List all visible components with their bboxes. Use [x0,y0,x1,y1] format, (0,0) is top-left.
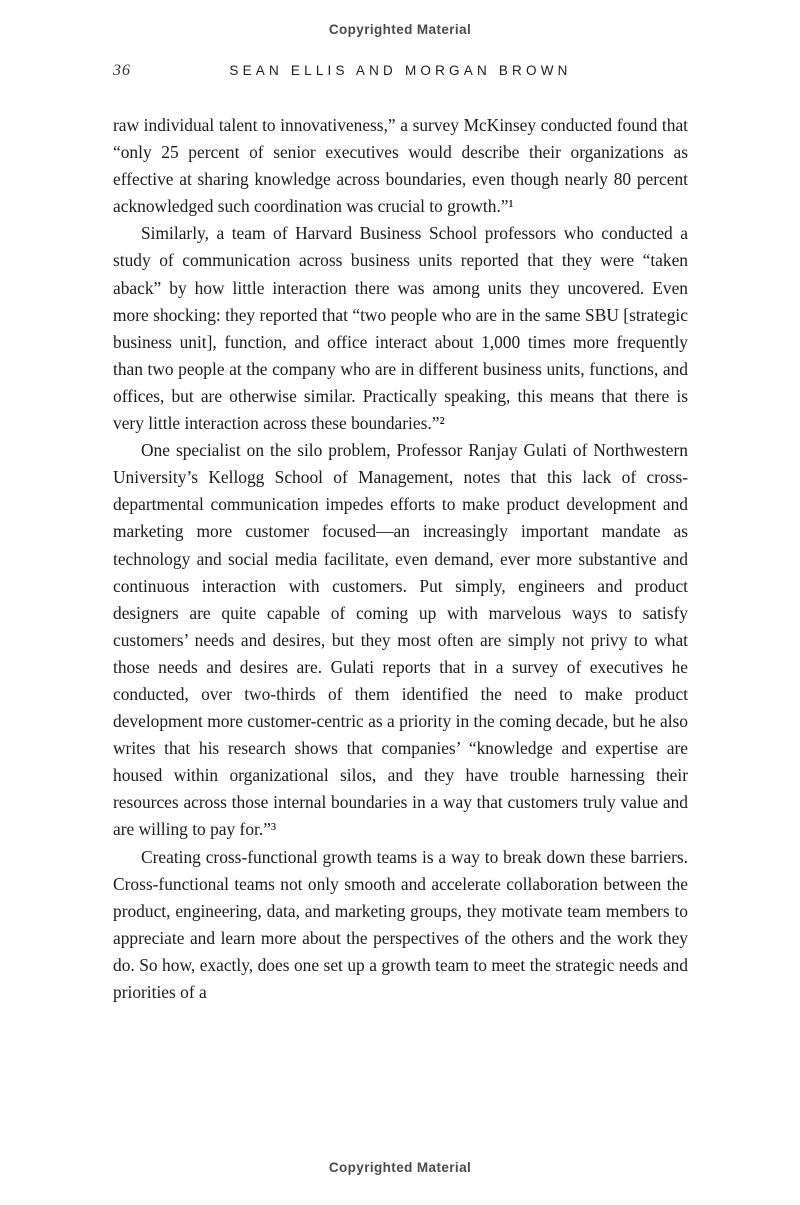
body-paragraph: Similarly, a team of Harvard Business School professors who conducted a study of communication across business units reported that they were “taken aback” by how little interaction there was among units they uncovered. Even more shocking: they reported that “two people who are in the same SBU [strategic business unit], function, and office interact about 1,000 times more frequently than two people at the company who are in different business units, functions, and offices, but are otherwise similar. Practically speaking, this means that there is very little interaction across these boundaries.”² [113,223,688,434]
body-paragraph: One specialist on the silo problem, Professor Ranjay Gulati of Northwestern University’s Kellogg School of Management, notes that this lack of cross-departmental communication impedes efforts to make product development and marketing more customer focused—an increasingly important mandate as technology and social media facilitate, even demand, ever more substantive and continuous interaction with customers. Put simply, engineers and product designers are quite capable of coming up with marvelous ways to satisfy customers’ needs and desires, but they most often are simply not privy to what those needs and desires are. Gulati reports that in a survey of executives he conducted, over two-thirds of them identified the need to make product development more customer-centric as a priority in the coming decade, but he also writes that his research shows that companies’ “knowledge and expertise are housed within organizational silos, and they have trouble harnessing their resources across those internal boundaries in a way that customers truly value and are willing to pay for.”³ [113,440,688,840]
copyright-notice-top: Copyrighted Material [328,22,472,37]
running-head-authors: SEAN ELLIS AND MORGAN BROWN [229,63,572,78]
body-paragraph: raw individual talent to innovativeness,” a survey McKinsey conducted found that “only 25 percent of senior executives would describe their organizations as effective at sharing knowledge across boundaries, even though nearly 80 percent acknowledged such coordination was crucial to growth.”¹ [113,115,688,217]
body-text [113,112,688,1006]
page-header [113,62,688,84]
page-number: 36 [113,62,131,79]
copyright-notice-bottom: Copyrighted Material [328,1160,472,1175]
body-paragraph: Creating cross-functional growth teams is a way to break down these barriers. Cross-functional teams not only smooth and accelerate collaboration between the product, engineering, data, and marketing groups, they motivate team members to appreciate and learn more about the perspectives of the others and the work they do. So how, exactly, does one set up a growth team to meet the strategic needs and priorities of a [113,846,688,1002]
